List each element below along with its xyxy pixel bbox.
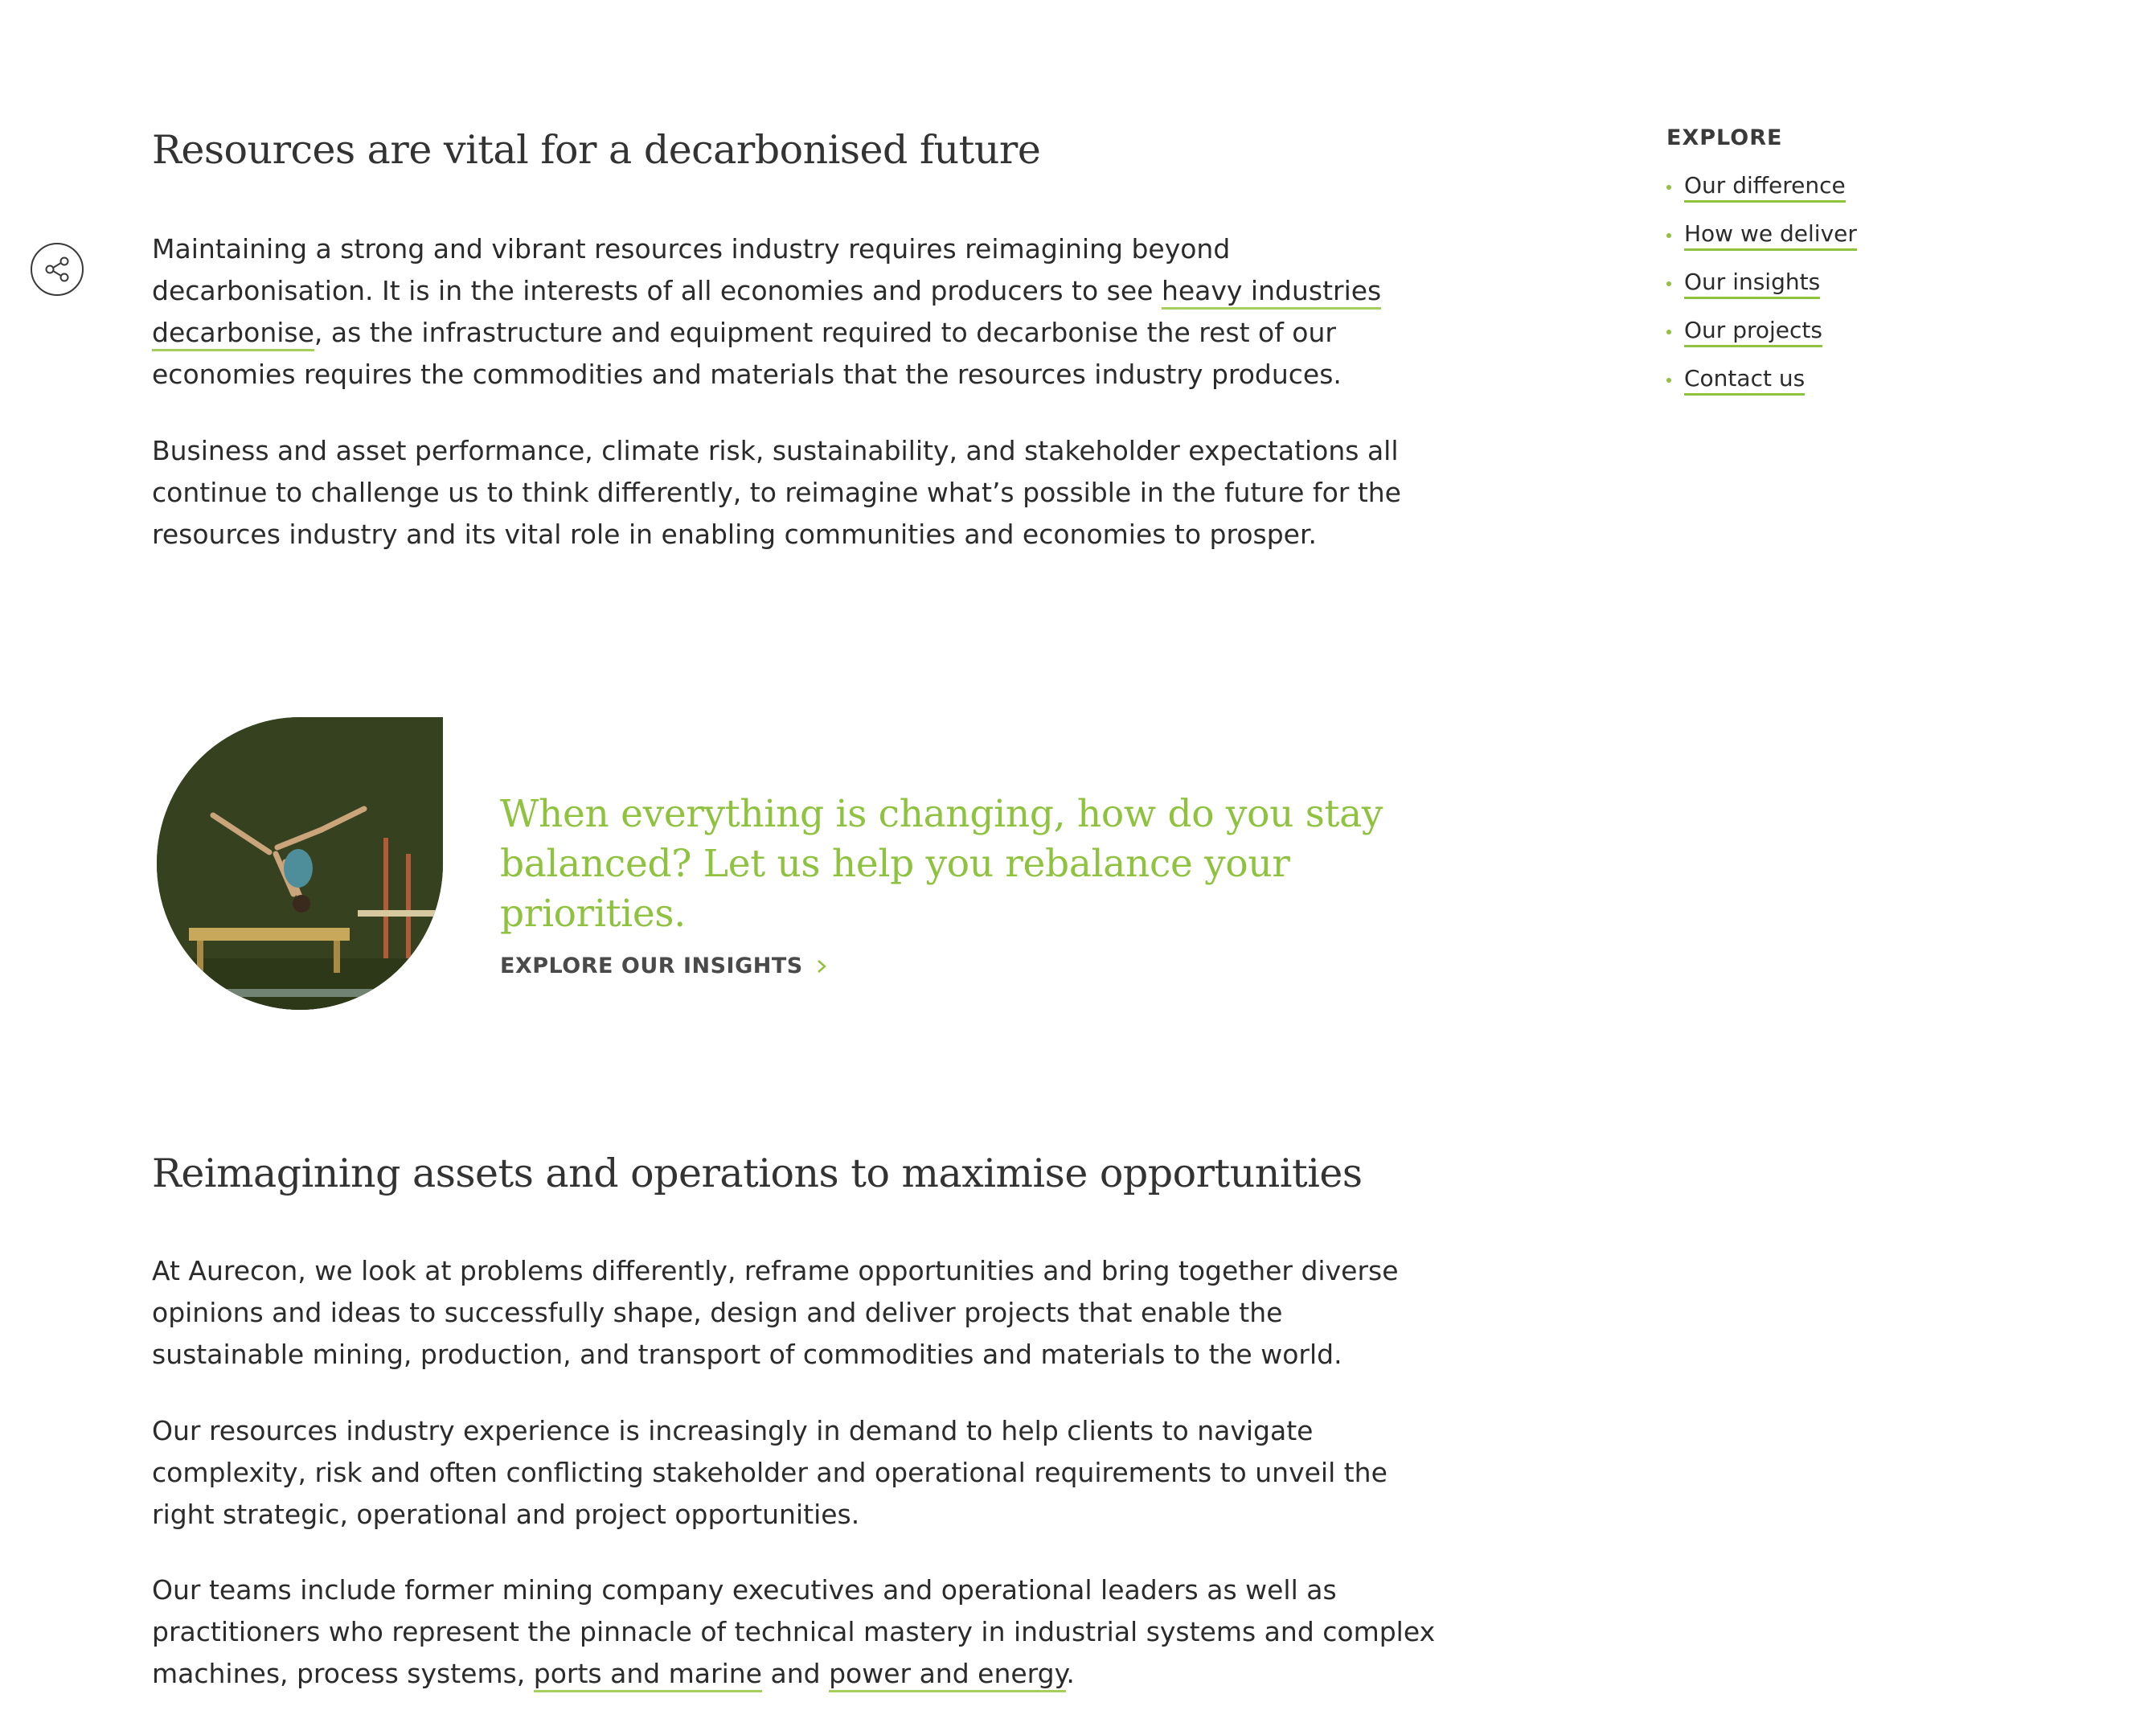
section2-paragraph-1: At Aurecon, we look at problems differently, reframe opportunities and bring together diverse opinions and ideas to successfully shape, design and deliver projects that enable the sustainable mining, production, and transport of commodities and materials to the world. [152, 1255, 1399, 1370]
share-button[interactable] [31, 243, 84, 296]
section1-paragraph-1 [152, 228, 1438, 396]
explore-our-insights-button[interactable] [500, 954, 827, 978]
explore-item-our-projects [1666, 308, 1988, 356]
para-text: Maintaining a strong and vibrant resources industry requires reimagining beyond decarbonisation. It is in the interests of all economies and producers to see [152, 233, 1231, 306]
link-power-and-energy[interactable]: power and energy [829, 1658, 1066, 1692]
explore-link-our-insights[interactable]: Our insights [1684, 269, 1820, 299]
promo-image-gymnast [157, 717, 443, 1010]
promo-insights [157, 717, 1443, 1015]
bullet-icon [1666, 330, 1671, 334]
link-ports-and-marine[interactable]: ports and marine [534, 1658, 762, 1692]
explore-item-our-insights [1666, 260, 1988, 308]
promo-heading: When everything is changing, how do you stay balanced? Let us help you rebalance your priorities. [500, 792, 1383, 936]
bullet-icon [1666, 378, 1671, 383]
explore-link-how-we-deliver[interactable]: How we deliver [1684, 220, 1857, 251]
section2-paragraph-2: Our resources industry experience is increasingly in demand to help clients to navigate complexity, risk and often conflicting stakeholder and operational requirements to unveil the right strategic, operational and project opportunities. [152, 1415, 1387, 1530]
para-text: and [762, 1658, 830, 1689]
link-heavy-industries-decarbonise[interactable]: heavy industries decarbonise [152, 275, 1381, 351]
promo-cta-label: EXPLORE OUR INSIGHTS [500, 954, 803, 978]
explore-item-our-difference [1666, 163, 1988, 211]
section-title-reimagining-assets: Reimagining assets and operations to maximise opportunities [152, 1151, 1363, 1196]
chevron-right-icon [816, 958, 827, 974]
explore-title: EXPLORE [1666, 125, 1783, 150]
gymnast-illustration [157, 717, 443, 1010]
explore-item-contact-us [1666, 356, 1988, 404]
bullet-icon [1666, 281, 1671, 286]
section2-paragraph-3 [152, 1569, 1438, 1695]
explore-nav [1666, 125, 1988, 404]
explore-item-how-we-deliver [1666, 211, 1988, 260]
section1-paragraph-2: Business and asset performance, climate risk, sustainability, and stakeholder expectations all continue to challenge us to think differently, to reimagine what’s possible in the future for the resources industry and its vital role in enabling communities and economies to prosper. [152, 435, 1401, 550]
para-text: . [1066, 1658, 1075, 1689]
para-text: , as the infrastructure and equipment required to decarbonise the rest of our economies requires the commodities and materials that the resources industry produces. [152, 317, 1342, 390]
share-icon [43, 255, 72, 284]
explore-list [1666, 163, 1988, 404]
explore-link-our-projects[interactable]: Our projects [1684, 317, 1822, 347]
bullet-icon [1666, 185, 1671, 190]
explore-link-contact-us[interactable]: Contact us [1684, 365, 1805, 396]
promo-text [500, 790, 1465, 978]
explore-link-our-difference[interactable]: Our difference [1684, 172, 1846, 203]
bullet-icon [1666, 233, 1671, 238]
para-text: Our teams include former mining company executives and operational leaders as well as practitioners who represent the pinnacle of technical mastery in industrial systems and complex machines, process systems, [152, 1574, 1436, 1689]
section-title-decarbonised-future: Resources are vital for a decarbonised future [152, 127, 1041, 173]
